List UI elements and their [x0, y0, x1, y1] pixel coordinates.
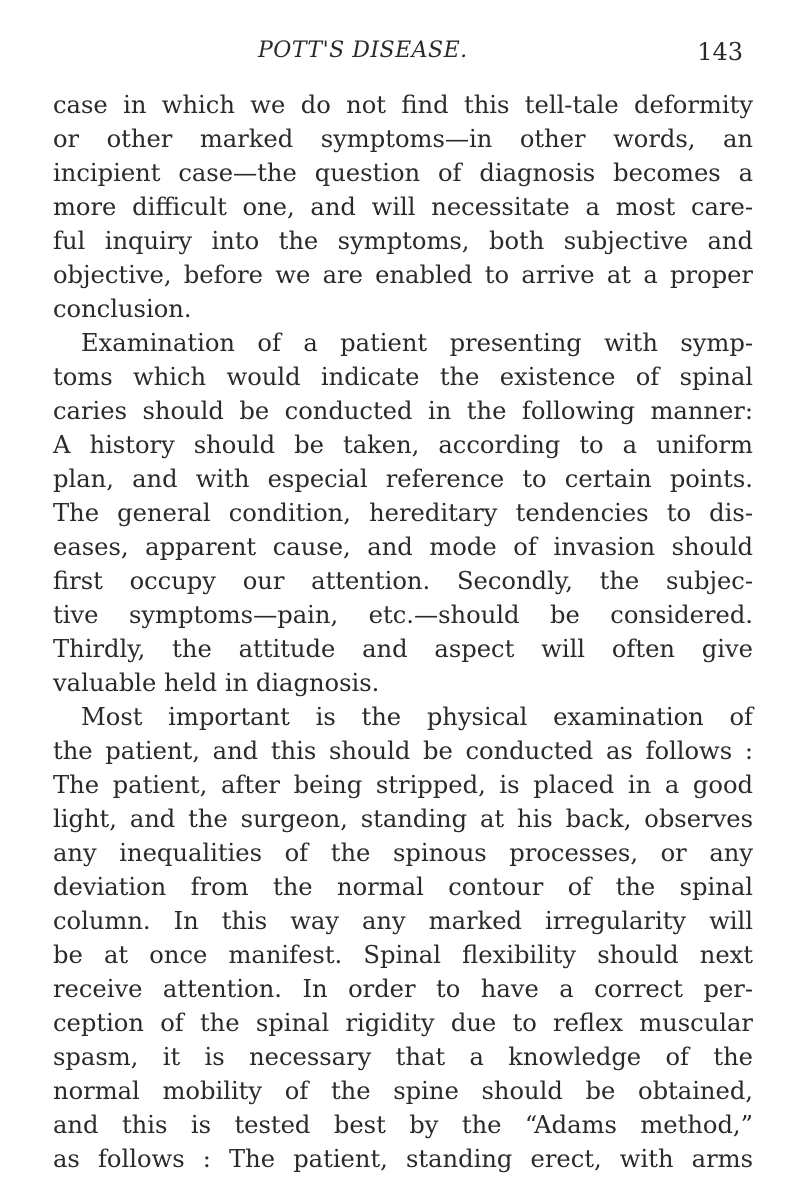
running-title: POTT'S DISEASE.	[258, 38, 468, 63]
text-line: and this is tested best by the “Adams method,”	[53, 1111, 753, 1139]
text-line: normal mobility of the spine should be obtained,	[53, 1077, 753, 1105]
text-line: The general condition, hereditary tendencies to dis-	[53, 499, 753, 527]
page-header	[0, 38, 801, 74]
text-line: spasm, it is necessary that a knowledge of the	[53, 1043, 753, 1071]
text-line: case in which we do not find this tell-tale deformity	[53, 91, 753, 119]
text-line: Thirdly, the attitude and aspect will often give	[53, 635, 753, 663]
text-line: any inequalities of the spinous processes, or any	[53, 839, 753, 867]
text-line: Examination of a patient presenting with symp-	[81, 329, 753, 357]
text-line: deviation from the normal contour of the spinal	[53, 873, 753, 901]
text-line: column. In this way any marked irregularity will	[53, 907, 753, 935]
text-line: eases, apparent cause, and mode of invasion should	[53, 533, 753, 561]
text-line: incipient case—the question of diagnosis becomes a	[53, 159, 753, 187]
text-line: light, and the surgeon, standing at his back, observes	[53, 805, 753, 833]
text-line: the patient, and this should be conducted as follows :	[53, 737, 753, 765]
text-line: plan, and with especial reference to certain points.	[53, 465, 753, 493]
body-text	[53, 88, 753, 1176]
text-line: ful inquiry into the symptoms, both subjective and	[53, 227, 753, 255]
text-line: or other marked symptoms—in other words, an	[53, 125, 753, 153]
text-line: first occupy our attention. Secondly, the subjec-	[53, 567, 753, 595]
text-line: valuable held in diagnosis.	[53, 669, 380, 697]
text-line: receive attention. In order to have a correct per-	[53, 975, 753, 1003]
text-line: as follows : The patient, standing erect, with arms	[53, 1145, 753, 1173]
text-line: conclusion.	[53, 295, 192, 323]
text-line: Most important is the physical examination of	[81, 703, 753, 731]
text-line: objective, before we are enabled to arrive at a proper	[53, 261, 753, 289]
text-line: caries should be conducted in the following manner:	[53, 397, 753, 425]
text-line: toms which would indicate the existence of spinal	[53, 363, 753, 391]
text-line: tive symptoms—pain, etc.—should be considered.	[53, 601, 753, 629]
text-line: more difficult one, and will necessitate a most care-	[53, 193, 753, 221]
page-number: 143	[697, 38, 743, 66]
text-line: The patient, after being stripped, is placed in a good	[53, 771, 753, 799]
text-line: be at once manifest. Spinal flexibility should next	[53, 941, 753, 969]
text-line: ception of the spinal rigidity due to reflex muscular	[53, 1009, 753, 1037]
text-line: A history should be taken, according to a uniform	[53, 431, 753, 459]
